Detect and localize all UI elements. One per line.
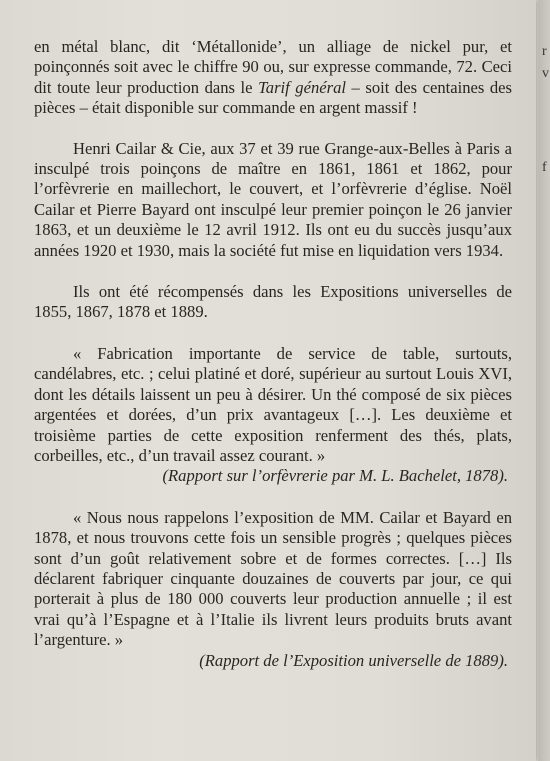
citation-1878: (Rapport sur l’orfèvrerie par M. L. Bachelet, 1878).	[162, 466, 508, 486]
page-text	[34, 37, 512, 671]
quote-1889: « Nous nous rappelons l’exposition de MM. Cailar et Bayard en 1878, et nous trouvons cette fois un sensible progrès ; quelques pièces sont d’un goût relativement sobre et de formes correctes. […] Ils déclarent fabriquer cinquante douzaines de couverts par jour, ce qui porterait à plus de 180 000 couverts leur production annuelle ; il est vrai qu’à l’Espagne et à l’Italie ils livrent leurs produits bruts avant l’argenture. »	[34, 507, 512, 650]
tarif-general-title: Tarif général	[258, 77, 346, 97]
paragraph-1	[34, 37, 512, 119]
paragraph-1-text-b: – soit des centaines des pièces – était disponible sur commande en argent massif !	[34, 77, 512, 118]
edge-letter: v	[542, 66, 549, 81]
citation-1889: (Rapport de l’Exposition universelle de 1889).	[199, 650, 508, 670]
next-page-edge	[538, 0, 550, 761]
edge-letter: r	[542, 44, 547, 59]
paragraph-1-text-a: en métal blanc, dit ‘Métallonide’, un alliage de nickel pur, et poinçonnés soit avec le chiffre 90 ou, sur expresse commande, 72. Ceci dit toute leur production dans le	[34, 37, 512, 97]
quote-1878: « Fabrication importante de service de table, surtouts, candélabres, etc. ; celui platiné et doré, supérieur au surtout Louis XVI, dont les détails laissent un peu à désirer. Un thé composé de six pièces argentées et dorées, d’un prix avantageux […]. Les deuxième et troisième parties de cette exposition renferment des thés, plats, corbeilles, etc., d’un travail assez courant. »	[34, 343, 512, 465]
paragraph-2: Henri Cailar & Cie, aux 37 et 39 rue Grange-aux-Belles à Paris a insculpé trois poinçons de maître en 1861, 1861 et 1862, pour l’orfèvrerie en maillechort, le couvert, et l’orfèvrerie d’église. Noël Cailar et Pierre Bayard ont insculpé leur premier poinçon le 26 janvier 1863, et un deuxième le 12 avril 1912. Ils ont eu du succès jusqu’aux années 1920 et 1930, mais la société fut mise en liquidation vers 1934.	[34, 138, 512, 260]
edge-letter: f	[542, 160, 547, 175]
paragraph-3: Ils ont été récompensés dans les Expositions universelles de 1855, 1867, 1878 et 1889.	[34, 282, 512, 322]
